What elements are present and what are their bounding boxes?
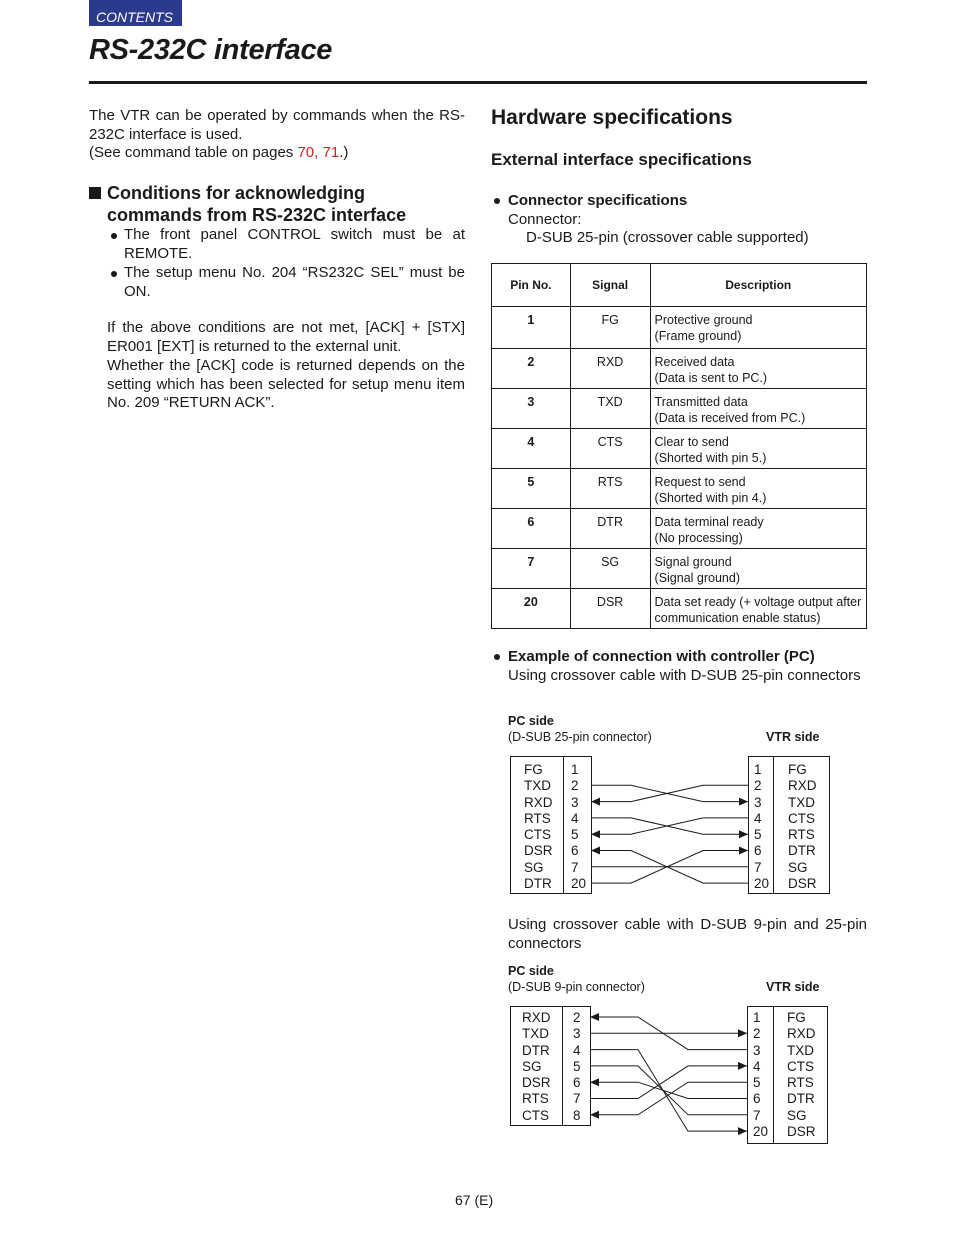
divider (773, 757, 774, 893)
connector-pin-label: 6 (573, 1075, 581, 1091)
description-line: (Data is sent to PC.) (654, 370, 768, 385)
arrow-icon (591, 847, 600, 855)
connector-pin-label: SG (522, 1058, 542, 1074)
signal-cell: RXD (570, 349, 650, 389)
connector-pin-label: 2 (753, 1026, 761, 1042)
table-row (492, 349, 867, 389)
pin-cell: 7 (492, 549, 571, 589)
description-cell (650, 389, 866, 429)
bullet-icon (494, 198, 500, 204)
connector-pin-label: 7 (571, 859, 579, 875)
conditions-heading-line2: commands from RS-232C interface (107, 205, 407, 225)
description-line: Protective ground (654, 313, 753, 327)
page-number: 67 (E) (455, 1192, 494, 1208)
table-row (492, 307, 867, 349)
signal-cell: DTR (570, 509, 650, 549)
diagram1-right-pins (754, 762, 769, 892)
example-section (491, 648, 867, 685)
signal-cell: RTS (570, 469, 650, 509)
connector-pin-label: 1 (753, 1010, 761, 1025)
connector-pin-label: DTR (524, 876, 552, 892)
connector-pin-label: 20 (754, 876, 770, 892)
diagram2-pc-connector-box (510, 1006, 591, 1126)
diagram2-pc-side: PC side (508, 964, 554, 978)
connector-pin-label: 2 (754, 778, 762, 794)
connector-pin-label: RXD (787, 1026, 816, 1042)
connector-pin-label: 4 (573, 1042, 581, 1058)
connector-pin-label: DSR (787, 1124, 816, 1140)
signal-cell: DSR (570, 589, 650, 629)
connector-pin-label: DSR (788, 876, 817, 892)
diagram1-left-pins (571, 762, 586, 892)
connector-pin-label: DTR (787, 1091, 815, 1107)
connector-pin-label: RTS (522, 1091, 549, 1107)
conditions-bullets (107, 226, 465, 301)
arrow-icon (590, 1013, 599, 1021)
pin-cell: 4 (492, 429, 571, 469)
diagram2-left-signals (522, 1010, 551, 1124)
diagram1-vtr-connector-box (748, 756, 830, 894)
intro-text: The VTR can be operated by commands when the RS-232C interface is used. (89, 107, 465, 143)
arrow-icon (590, 1111, 599, 1119)
connector-pin-label: DTR (788, 843, 816, 859)
arrow-icon (738, 1029, 747, 1037)
arrow-icon (738, 1127, 747, 1135)
connector-pin-label: 7 (753, 1107, 761, 1123)
description-line: (Data is received from PC.) (654, 410, 806, 425)
connector-pin-label: 4 (754, 810, 762, 826)
connector-pin-label: RXD (788, 778, 817, 794)
description-cell (650, 349, 866, 389)
page-link-70[interactable]: 70 (297, 144, 315, 161)
list-item (107, 264, 465, 301)
connector-pin-label: 20 (571, 876, 587, 892)
connector-pin-label: 3 (754, 794, 762, 810)
bullet-text: The front panel CONTROL switch must be at REMOTE. (124, 226, 465, 262)
connector-pin-label: 3 (571, 794, 579, 810)
description-line: Transmitted data (654, 395, 748, 409)
description-cell (650, 509, 866, 549)
connector-pin-label: CTS (522, 1107, 549, 1123)
connector-pin-label: RXD (522, 1010, 551, 1025)
page-link-71[interactable]: 71 (322, 144, 340, 161)
connector-pin-label: DTR (522, 1042, 550, 1058)
connector-pin-label: 4 (571, 810, 579, 826)
connector-pin-label: FG (524, 762, 543, 777)
description-line: communication enable status) (654, 610, 821, 625)
pin-cell: 20 (492, 589, 571, 629)
connector-pin-label: 6 (571, 843, 579, 859)
arrow-icon (590, 1078, 599, 1086)
connector-pin-label: RXD (524, 794, 553, 810)
conditions-heading-line1: Conditions for acknowledging (107, 183, 365, 203)
description-line: Signal ground (654, 555, 732, 569)
wire-dtr-dtr (591, 847, 748, 884)
diagram2-vtr-connector-box (747, 1006, 828, 1144)
connector-pin-label: CTS (787, 1058, 814, 1074)
diagram1-vtr-side: VTR side (766, 730, 820, 744)
connector-pin-label: 8 (573, 1107, 581, 1123)
diagram2-pc-connector: (D-SUB 9-pin connector) (508, 980, 645, 994)
header-description: Description (650, 264, 866, 307)
connector-pin-label: SG (524, 859, 544, 875)
arrow-icon (738, 1062, 747, 1070)
wire-cts-rts (590, 1082, 747, 1119)
connector-pin-label: DSR (524, 843, 553, 859)
connector-pin-label: FG (788, 762, 807, 777)
title-rule (89, 81, 867, 84)
wire-rxd-txd (590, 1013, 747, 1050)
list-item (107, 226, 465, 263)
description-cell (650, 307, 866, 349)
bullet-text: The setup menu No. 204 “RS232C SEL” must be ON. (124, 264, 465, 300)
page-title: RS-232C interface (89, 34, 333, 66)
square-bullet-icon (89, 187, 101, 199)
description-line: Received data (654, 355, 735, 369)
arrow-icon (591, 830, 600, 838)
arrow-icon (739, 830, 748, 838)
example-text-2: Using crossover cable with D-SUB 9-pin and 25-pin connectors (508, 916, 867, 952)
connector-pin-label: 6 (754, 843, 762, 859)
table-row (492, 549, 867, 589)
pin-cell: 5 (492, 469, 571, 509)
arrow-icon (739, 798, 748, 806)
diagram1-right-signals (788, 762, 817, 892)
table-header-row (492, 264, 867, 307)
connector-pin-label: 5 (571, 827, 579, 843)
connector-pin-label: 1 (754, 762, 762, 777)
diagram2-wiring (590, 1006, 747, 1142)
table-row (492, 469, 867, 509)
connector-pin-label: CTS (788, 810, 815, 826)
divider (562, 1007, 563, 1125)
wire-dsr-dsr (591, 847, 748, 884)
connector-value: D-SUB 25-pin (crossover cable supported) (526, 229, 809, 246)
description-line: Request to send (654, 475, 746, 489)
diagram1-pc-connector-box (510, 756, 592, 894)
connector-pin-label: 3 (573, 1026, 581, 1042)
wire-cts-cts (591, 818, 748, 838)
description-line: Clear to send (654, 435, 729, 449)
conditions-heading (89, 182, 469, 226)
diagram2-right-pins (753, 1010, 768, 1140)
table-row (492, 509, 867, 549)
connector-pin-label: 4 (753, 1058, 761, 1074)
external-interface-heading: External interface specifications (491, 150, 752, 169)
divider (773, 1007, 774, 1143)
bullet-icon (494, 654, 500, 660)
connector-spec (491, 192, 867, 248)
conditions-paragraph-1: If the above conditions are not met, [ACK] + [STX] ER001 [EXT] is returned to the external unit. (107, 319, 465, 355)
wire-txd-rxd (591, 785, 748, 805)
connector-pin-label: 7 (573, 1091, 581, 1107)
pin-cell: 1 (492, 307, 571, 349)
wire-rts-cts (590, 1062, 747, 1099)
diagram1-wiring (591, 756, 748, 892)
link-separator: , (314, 144, 323, 161)
description-cell (650, 429, 866, 469)
intro-paragraph (89, 107, 465, 163)
connector-pin-label: RTS (788, 827, 815, 843)
description-cell (650, 589, 866, 629)
connector-pin-label: TXD (524, 778, 551, 794)
connector-pin-label: FG (787, 1010, 806, 1025)
description-line: Data set ready (+ voltage output after (654, 595, 862, 609)
table-row (492, 429, 867, 469)
connector-label: Connector: (508, 210, 582, 228)
see-text: (See command table on pages (89, 144, 298, 161)
connector-pin-label: 5 (573, 1058, 581, 1074)
connector-pin-label: SG (788, 859, 808, 875)
connector-pin-label: SG (787, 1107, 807, 1123)
connector-pin-label: TXD (788, 794, 815, 810)
description-line: (Signal ground) (654, 570, 740, 585)
wire-txd-rxd (590, 1029, 747, 1037)
connector-pin-label: 5 (754, 827, 762, 843)
arrow-icon (739, 847, 748, 855)
pin-cell: 3 (492, 389, 571, 429)
description-line: (Shorted with pin 4.) (654, 490, 767, 505)
connector-pin-label: 2 (573, 1010, 581, 1025)
divider (563, 757, 564, 893)
connector-pin-label: RTS (787, 1075, 814, 1091)
description-cell (650, 549, 866, 589)
example-text: Using crossover cable with D-SUB 25-pin connectors (508, 666, 861, 684)
header-pin: Pin No. (492, 264, 571, 307)
diagram1-pc-side: PC side (508, 714, 554, 728)
wire-rxd-txd (591, 785, 748, 805)
table-row (492, 389, 867, 429)
description-line: (No processing) (654, 530, 743, 545)
table-row (492, 589, 867, 629)
pin-cell: 2 (492, 349, 571, 389)
connector-pin-label: RTS (524, 810, 551, 826)
description-line: (Frame ground) (654, 328, 742, 343)
diagram2-right-signals (787, 1010, 816, 1140)
description-line: (Shorted with pin 5.) (654, 450, 767, 465)
connector-pin-label: 3 (753, 1042, 761, 1058)
see-suffix: .) (339, 144, 349, 161)
connector-pin-label: 5 (753, 1075, 761, 1091)
header-signal: Signal (570, 264, 650, 307)
signal-cell: FG (570, 307, 650, 349)
description-line: Data terminal ready (654, 515, 764, 529)
diagram2-vtr-side: VTR side (766, 980, 820, 994)
connector-pin-label: CTS (524, 827, 551, 843)
contents-button[interactable]: CONTENTS (89, 0, 182, 26)
diagram1-pc-connector: (D-SUB 25-pin connector) (508, 730, 652, 744)
bullet-icon (111, 271, 117, 277)
pin-table (491, 263, 867, 629)
hardware-heading: Hardware specifications (491, 106, 733, 129)
signal-cell: SG (570, 549, 650, 589)
connector-pin-label: 20 (753, 1124, 769, 1140)
connector-pin-label: TXD (787, 1042, 814, 1058)
diagram2-left-pins (573, 1010, 581, 1124)
example-heading: Example of connection with controller (PC) (508, 648, 815, 665)
pin-cell: 6 (492, 509, 571, 549)
signal-cell: TXD (570, 389, 650, 429)
wire-sg-sg (590, 1066, 747, 1115)
diagram1-left-signals (524, 762, 553, 892)
wire-rts-rts (591, 818, 748, 838)
connector-pin-label: 2 (571, 778, 579, 794)
connector-spec-heading: Connector specifications (508, 192, 688, 209)
connector-pin-label: 7 (754, 859, 762, 875)
conditions-paragraph-2: Whether the [ACK] code is returned depends on the setting which has been selected for setup menu item No. 209 “RETURN ACK”. (107, 357, 465, 411)
connector-pin-label: DSR (522, 1075, 551, 1091)
connector-pin-label: TXD (522, 1026, 549, 1042)
description-cell (650, 469, 866, 509)
arrow-icon (591, 798, 600, 806)
signal-cell: CTS (570, 429, 650, 469)
connector-pin-label: 1 (571, 762, 579, 777)
connector-pin-label: 6 (753, 1091, 761, 1107)
bullet-icon (111, 233, 117, 239)
